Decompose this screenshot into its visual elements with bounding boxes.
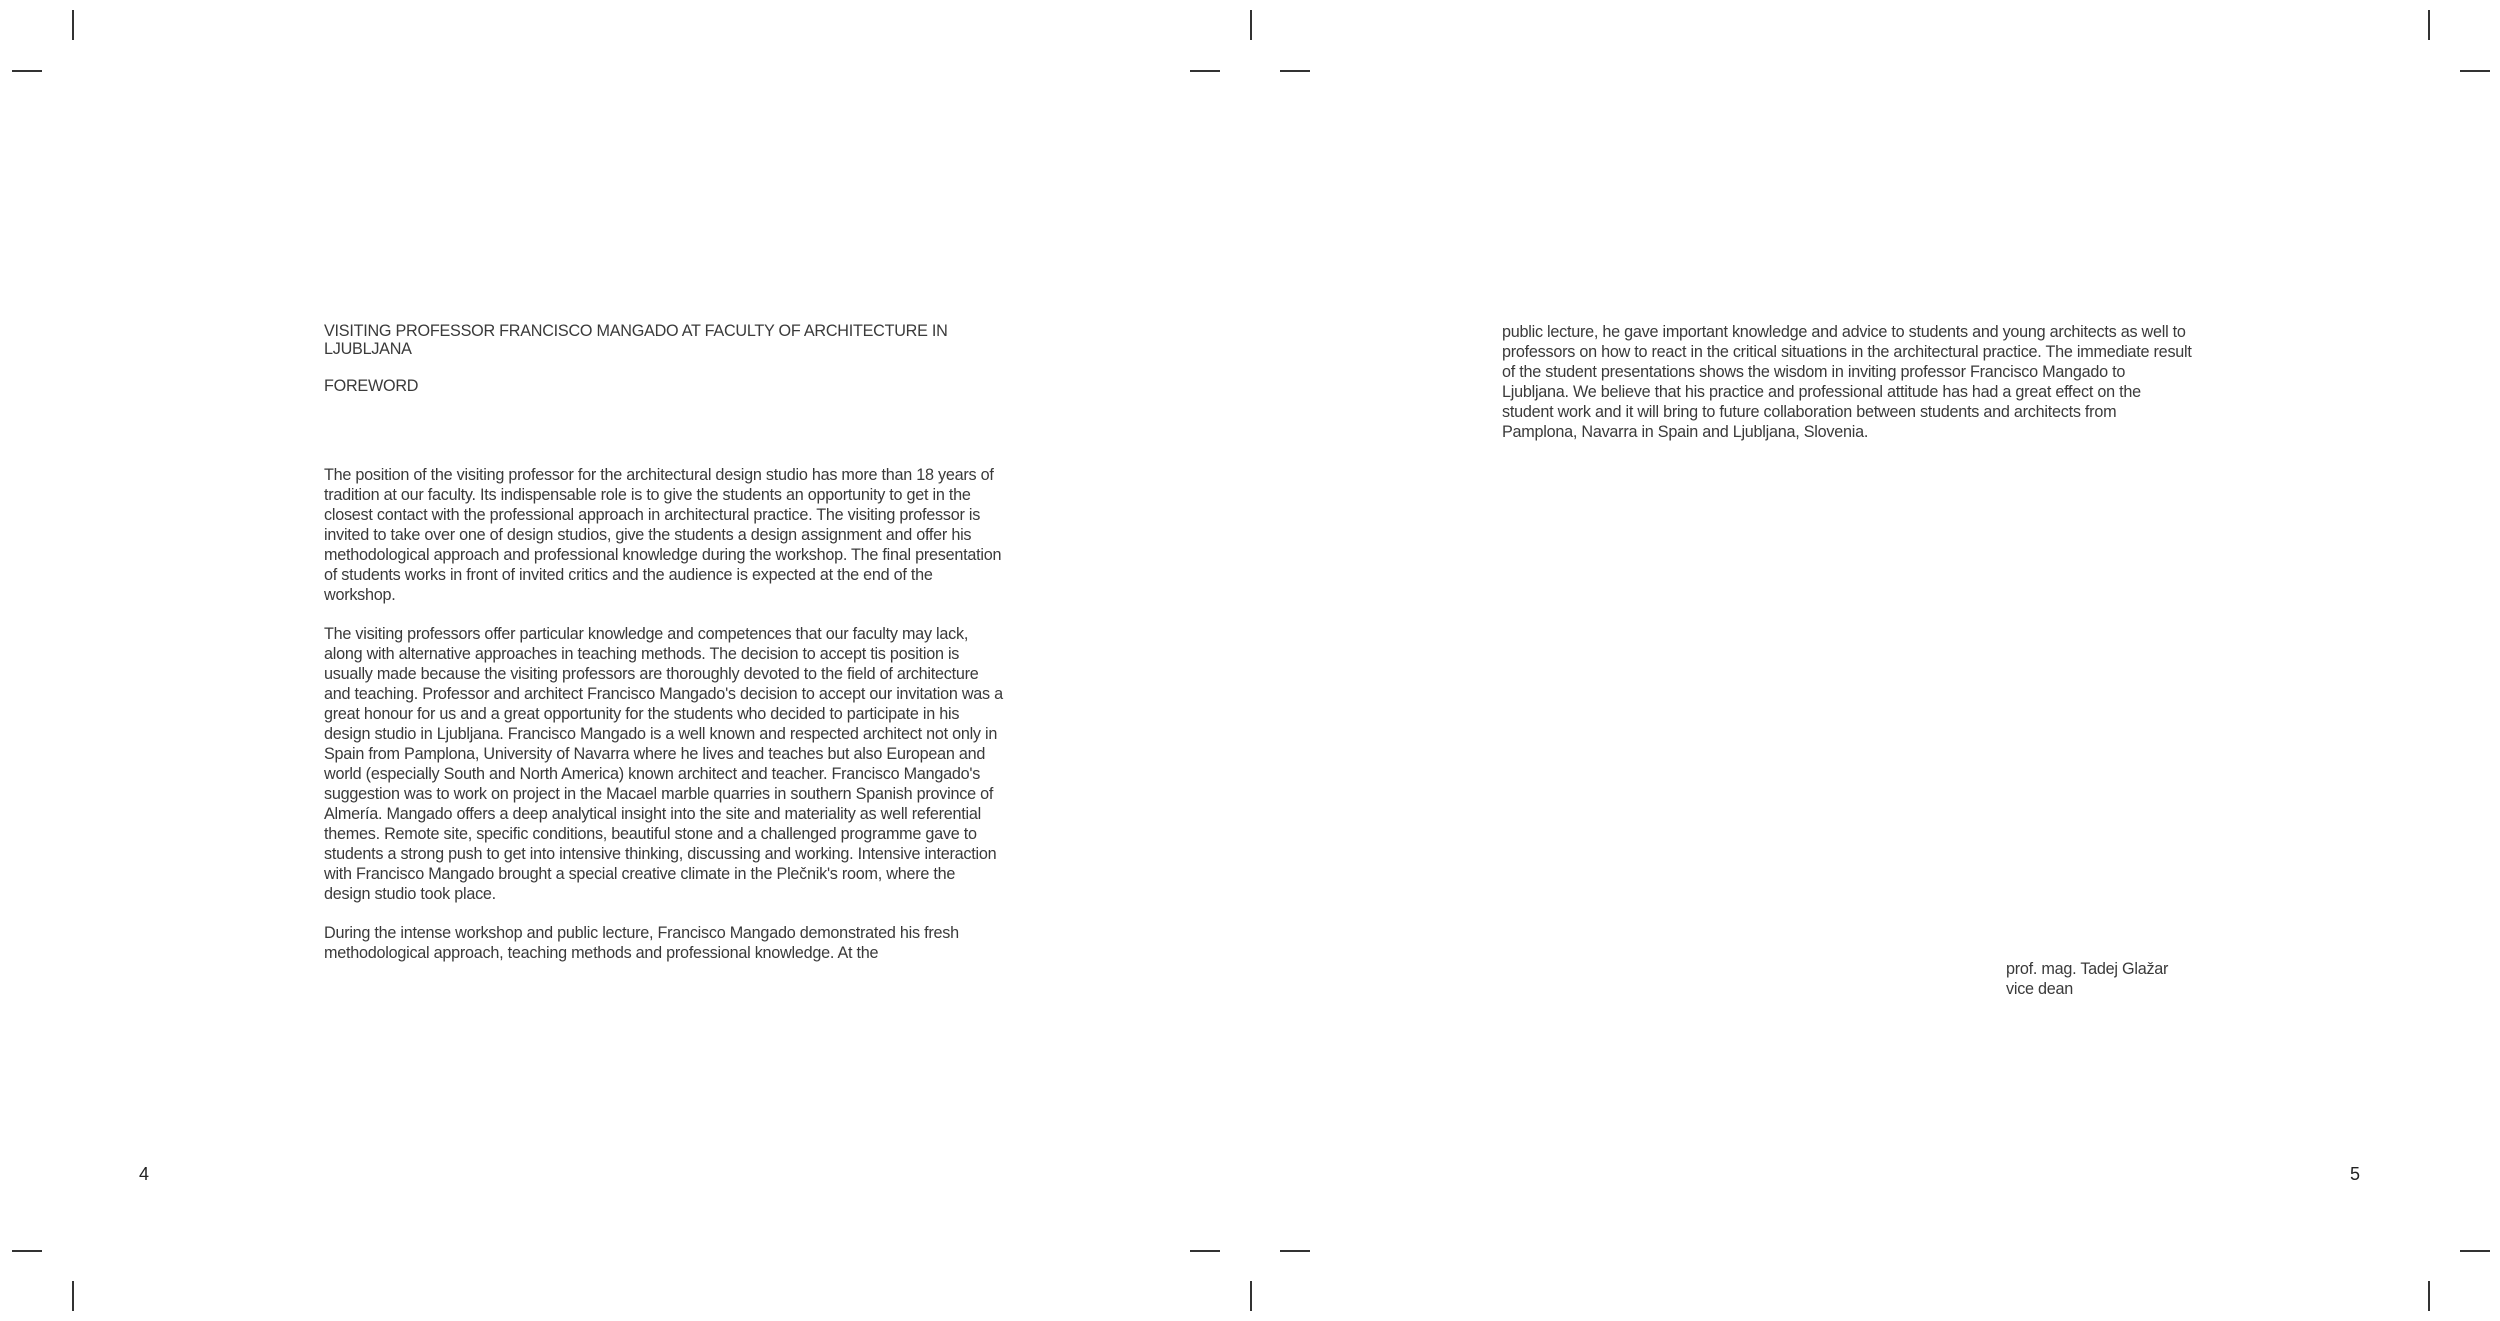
article-title: VISITING PROFESSOR FRANCISCO MANGADO AT FACULTY OF ARCHITECTURE IN LJUBLJANA	[324, 322, 948, 358]
signature-name: prof. mag. Tadej Glažar	[2006, 960, 2169, 978]
signature-block	[2006, 959, 2168, 999]
section-heading: FOREWORD	[324, 377, 419, 395]
crop-mark	[2428, 1281, 2430, 1311]
right-page	[1250, 0, 2500, 1321]
crop-mark	[2460, 70, 2490, 72]
crop-mark	[12, 1250, 42, 1252]
crop-mark	[1280, 1250, 1310, 1252]
paragraph: The position of the visiting professor for the architectural design studio has more than 18 years of tradition at our faculty. Its indispensable role is to give the students an opportunity to get in the closest contact with the professional approach in architectural practice. The visiting professor is invited to take over one of design studios, give the students a design assignment and offer his methodological approach and professional knowledge during the workshop. The final presentation of students works in front of invited critics and the audience is expected at the end of the workshop.	[324, 466, 1002, 604]
page-number: 4	[139, 1164, 150, 1184]
body-text-left	[324, 465, 1004, 963]
crop-mark	[2460, 1250, 2490, 1252]
paragraph: public lecture, he gave important knowledge and advice to students and young architects as well to professors on how to react in the critical situations in the architectural practice. The immediate result of the student presentations shows the wisdom in inviting professor Francisco Mangado to Ljubljana. We believe that his practice and professional attitude has had a great effect on the student work and it will bring to future collaboration between students and architects from Pamplona, Navarra in Spain and Ljubljana, Slovenia.	[1502, 323, 2192, 441]
crop-mark	[2428, 10, 2430, 40]
crop-mark	[72, 1281, 74, 1311]
crop-mark	[1280, 70, 1310, 72]
crop-mark	[1190, 70, 1220, 72]
signature-role: vice dean	[2006, 980, 2074, 998]
body-text-right	[1502, 322, 2192, 442]
paragraph: The visiting professors offer particular knowledge and competences that our faculty may lack, along with alternative approaches in teaching methods. The decision to accept tis position is usually made because the visiting professors are thoroughly devoted to the field of architecture and teaching. Professor and architect Francisco Mangado's decision to accept our invitation was a great honour for us and a great opportunity for the students who decided to participate in his design studio in Ljubljana. Francisco Mangado is a well known and respected architect not only in Spain from Pamplona, University of Navarra where he lives and teaches but also European and world (especially South and North America) known architect and teacher. Francisco Mangado's suggestion was to work on project in the Macael marble quarries in southern Spanish province of Almería. Mangado offers a deep analytical insight into the site and materiality as well referential themes. Remote site, specific conditions, beautiful stone and a challenged programme gave to students a strong push to get into intensive thinking, discussing and working. Intensive interaction with Francisco Mangado brought a special creative climate in the Plečnik's room, where the design studio took place.	[324, 625, 1003, 903]
crop-mark	[1190, 1250, 1220, 1252]
crop-mark	[72, 10, 74, 40]
page-number: 5	[2350, 1164, 2361, 1184]
paragraph: During the intense workshop and public lecture, Francisco Mangado demonstrated his fresh methodological approach, teaching methods and professional knowledge. At the	[324, 924, 959, 962]
crop-mark	[12, 70, 42, 72]
